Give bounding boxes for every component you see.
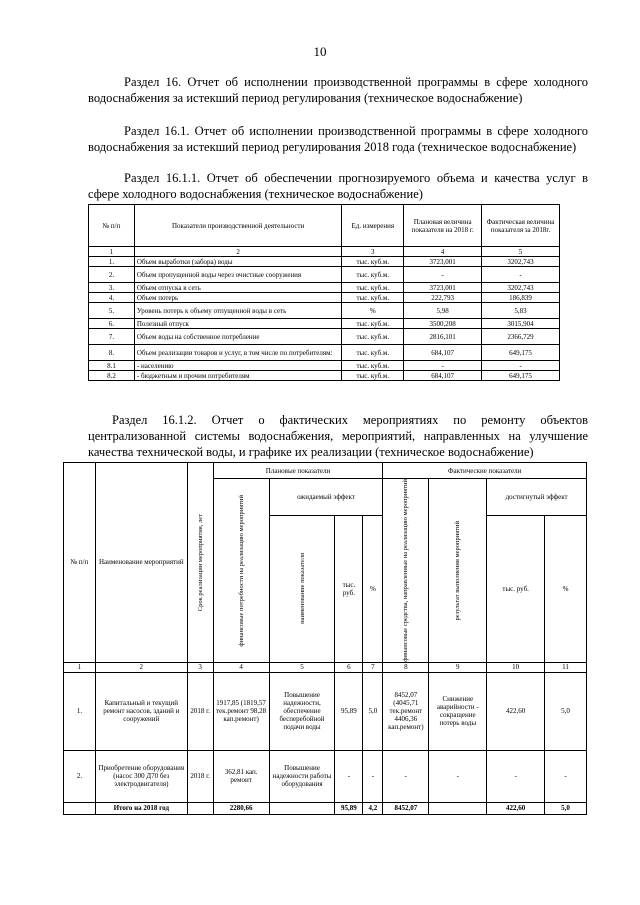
table-cell: 2366,729 bbox=[482, 329, 560, 345]
column-number: 10 bbox=[487, 662, 545, 672]
header-plan: Плановые показатели bbox=[213, 463, 383, 479]
row-rub2: 422,60 bbox=[487, 672, 545, 750]
table-cell: - населению bbox=[134, 361, 341, 371]
header-cell: № п/п bbox=[89, 205, 135, 247]
header-fin-fact bbox=[383, 479, 429, 663]
table-cell: тыс. куб.м. bbox=[342, 371, 404, 381]
row-fin-plan: 362,81 кап. ремонт bbox=[213, 750, 269, 802]
table-cell: % bbox=[342, 303, 404, 319]
header-result bbox=[429, 479, 487, 663]
table-cell: 3. bbox=[89, 283, 135, 293]
table-body bbox=[89, 257, 560, 381]
row-term: 2018 г. bbox=[187, 672, 213, 750]
table-cell: Уровень потерь к объему отпущенной воды в сеть bbox=[134, 303, 341, 319]
table-row bbox=[89, 293, 560, 303]
row-rub2: - bbox=[487, 750, 545, 802]
header-fin-fact-text: финансовые средства, направленные на реализацию мероприятий bbox=[402, 479, 410, 662]
table-cell: 222,793 bbox=[404, 293, 482, 303]
total-label: Итого на 2018 год bbox=[95, 802, 187, 814]
table-cell: Объем реализации товаров и услуг, в том числе по потребителям: bbox=[134, 345, 341, 361]
row-name: Капитальный и текущий ремонт насосов, зданий и сооружений bbox=[95, 672, 187, 750]
table-header-row bbox=[89, 205, 560, 247]
row-no: 1. bbox=[64, 672, 96, 750]
table-cell: 3202,743 bbox=[482, 283, 560, 293]
column-number: 1 bbox=[64, 662, 96, 672]
header-fin-plan-text: финансовые потребности на реализацию мероприятий bbox=[237, 494, 245, 647]
total-pct: 4,2 bbox=[363, 802, 383, 814]
header-name: Наименование мероприятий bbox=[95, 463, 187, 663]
row-indicator: Повышение надежности работы оборудования bbox=[269, 750, 335, 802]
total-row bbox=[64, 802, 587, 814]
header-result-text: результат выполнения мероприятий bbox=[454, 520, 462, 621]
row-no: 2. bbox=[64, 750, 96, 802]
table-row bbox=[89, 329, 560, 345]
section-16-1-heading: Раздел 16.1. Отчет об исполнении производственной программы в сфере холодного водоснабжения за истекший период регулирования 2018 года (техническое водоснабжение) bbox=[88, 124, 588, 154]
table-cell: тыс. куб.м. bbox=[342, 319, 404, 329]
table-row bbox=[64, 750, 587, 802]
table-row bbox=[64, 672, 587, 750]
table-row bbox=[89, 257, 560, 267]
row-fin-fact: - bbox=[383, 750, 429, 802]
table-cell: 8.2 bbox=[89, 371, 135, 381]
table-cell: 1. bbox=[89, 257, 135, 267]
header-rub2: тыс. руб. bbox=[487, 515, 545, 662]
table-cell: Объем пропущенной воды через очистные сооружения bbox=[134, 267, 341, 283]
row-pct: 5,0 bbox=[363, 672, 383, 750]
section-16-heading: Раздел 16. Отчет об исполнении производственной программы в сфере холодного водоснабжения за истекший период регулирования (техническое водоснабжение) bbox=[88, 75, 588, 105]
total-fin-plan: 2280,66 bbox=[213, 802, 269, 814]
table-cell: 186,839 bbox=[482, 293, 560, 303]
table-cell: - bbox=[404, 361, 482, 371]
row-result: Снижение аварийности - сокращение потерь воды bbox=[429, 672, 487, 750]
table-cell: Полезный отпуск bbox=[134, 319, 341, 329]
row-fin-fact: 8452,07 (4045,71 тек.ремонт 4406,36 кап.ремонт) bbox=[383, 672, 429, 750]
header-no: № п/п bbox=[64, 463, 96, 663]
header-term bbox=[187, 463, 213, 663]
table-cell: 3723,001 bbox=[404, 283, 482, 293]
row-indicator: Повышение надежности, обеспечение бесперебойной подачи воды bbox=[269, 672, 335, 750]
page-number: 10 bbox=[313, 44, 327, 59]
header-cell: Плановая величина показателя на 2018 г. bbox=[404, 205, 482, 247]
table-cell: тыс. куб.м. bbox=[342, 293, 404, 303]
section-16-1-1-heading: Раздел 16.1.1. Отчет об обеспечении прогнозируемого объема и качества услуг в сфере холодного водоснабжения (техническое водоснабжение) bbox=[88, 171, 588, 201]
column-number: 5 bbox=[482, 247, 560, 257]
table-cell: 3500,208 bbox=[404, 319, 482, 329]
table-cell: Объем воды на собственное потребление bbox=[134, 329, 341, 345]
column-number: 4 bbox=[213, 662, 269, 672]
table-row bbox=[89, 361, 560, 371]
header-fact: Фактические показатели bbox=[383, 463, 587, 479]
table-cell: 2. bbox=[89, 267, 135, 283]
section-16-1-2-heading: Раздел 16.1.2. Отчет о фактических мероприятиях по ремонту объектов централизованной системы водоснабжения, мероприятий, направленных на улучшение качества технической воды, и графике их реализации (техническое водоснабжение) bbox=[88, 413, 588, 459]
table-cell: 649,175 bbox=[482, 371, 560, 381]
table-cell: тыс. куб.м. bbox=[342, 283, 404, 293]
table-row bbox=[89, 303, 560, 319]
table-cell: 8.1 bbox=[89, 361, 135, 371]
table-cell: Объем потерь bbox=[134, 293, 341, 303]
total-fin-fact: 8452,07 bbox=[383, 802, 429, 814]
header-cell: Фактическая величина показателя за 2018г. bbox=[482, 205, 560, 247]
repair-activities-table bbox=[63, 462, 587, 815]
column-number: 1 bbox=[89, 247, 135, 257]
table-cell: 5,83 bbox=[482, 303, 560, 319]
header-indicator bbox=[269, 515, 335, 662]
table-cell: Объем отпуска в сеть bbox=[134, 283, 341, 293]
column-number: 5 bbox=[269, 662, 335, 672]
row-result: - bbox=[429, 750, 487, 802]
column-number: 2 bbox=[134, 247, 341, 257]
total-rub2: 422,60 bbox=[487, 802, 545, 814]
table-cell: 8. bbox=[89, 345, 135, 361]
row-rub: - bbox=[335, 750, 363, 802]
table-cell: тыс. куб.м. bbox=[342, 329, 404, 345]
header-term-text: Срок реализации мероприятия, лет bbox=[196, 513, 204, 612]
header-cell: Показатели производственной деятельности bbox=[134, 205, 341, 247]
production-indicators-table bbox=[88, 204, 560, 381]
table-cell: 4. bbox=[89, 293, 135, 303]
table-cell: - bbox=[482, 267, 560, 283]
table-row bbox=[89, 319, 560, 329]
column-number: 8 bbox=[383, 662, 429, 672]
column-number: 3 bbox=[342, 247, 404, 257]
header-pct: % bbox=[363, 515, 383, 662]
table-cell: тыс. куб.м. bbox=[342, 345, 404, 361]
table-cell: 649,175 bbox=[482, 345, 560, 361]
column-number: 3 bbox=[187, 662, 213, 672]
header-achieved: достигнутый эффект bbox=[487, 479, 587, 516]
header-expected: ожидаемый эффект bbox=[269, 479, 383, 516]
row-pct: - bbox=[363, 750, 383, 802]
header-rub: тыс. руб. bbox=[335, 515, 363, 662]
row-pct2: 5,0 bbox=[545, 672, 587, 750]
table-row bbox=[89, 371, 560, 381]
table-cell: 5. bbox=[89, 303, 135, 319]
row-fin-plan: 1917,85 (1819,57 тек.ремонт 98,28 кап.ремонт) bbox=[213, 672, 269, 750]
row-name: Приобретение оборудования (насос 300 Д70 без электродвигателя) bbox=[95, 750, 187, 802]
table-cell: - bbox=[482, 361, 560, 371]
header-fin-plan bbox=[213, 479, 269, 663]
table-cell: 684,107 bbox=[404, 345, 482, 361]
table-cell: - бюджетным и прочим потребителям bbox=[134, 371, 341, 381]
table-cell: тыс. куб.м. bbox=[342, 361, 404, 371]
column-number: 2 bbox=[95, 662, 187, 672]
header-indicator-text: наименование показателя bbox=[298, 553, 306, 625]
table-cell: 3015,904 bbox=[482, 319, 560, 329]
table-cell: 7. bbox=[89, 329, 135, 345]
table-cell: 2816,101 bbox=[404, 329, 482, 345]
column-number: 4 bbox=[404, 247, 482, 257]
table-cell: 684,107 bbox=[404, 371, 482, 381]
column-number: 9 bbox=[429, 662, 487, 672]
header-pct2: % bbox=[545, 515, 587, 662]
row-term: 2018 г. bbox=[187, 750, 213, 802]
column-number: 6 bbox=[335, 662, 363, 672]
table-cell: Объем выработки (забора) воды bbox=[134, 257, 341, 267]
column-number: 7 bbox=[363, 662, 383, 672]
total-pct2: 5,0 bbox=[545, 802, 587, 814]
table-row bbox=[89, 283, 560, 293]
table-cell: 5,98 bbox=[404, 303, 482, 319]
column-number: 11 bbox=[545, 662, 587, 672]
table-cell: тыс. куб.м. bbox=[342, 267, 404, 283]
table-cell: 3723,001 bbox=[404, 257, 482, 267]
table-cell: 6. bbox=[89, 319, 135, 329]
column-number-row bbox=[64, 662, 587, 672]
table-row bbox=[89, 345, 560, 361]
table-cell: тыс. куб.м. bbox=[342, 257, 404, 267]
table-row bbox=[89, 267, 560, 283]
total-rub: 95,89 bbox=[335, 802, 363, 814]
table-cell: - bbox=[404, 267, 482, 283]
row-rub: 95,89 bbox=[335, 672, 363, 750]
column-number-row bbox=[89, 247, 560, 257]
header-cell: Ед. измерения bbox=[342, 205, 404, 247]
table-cell: 3202,743 bbox=[482, 257, 560, 267]
row-pct2: - bbox=[545, 750, 587, 802]
